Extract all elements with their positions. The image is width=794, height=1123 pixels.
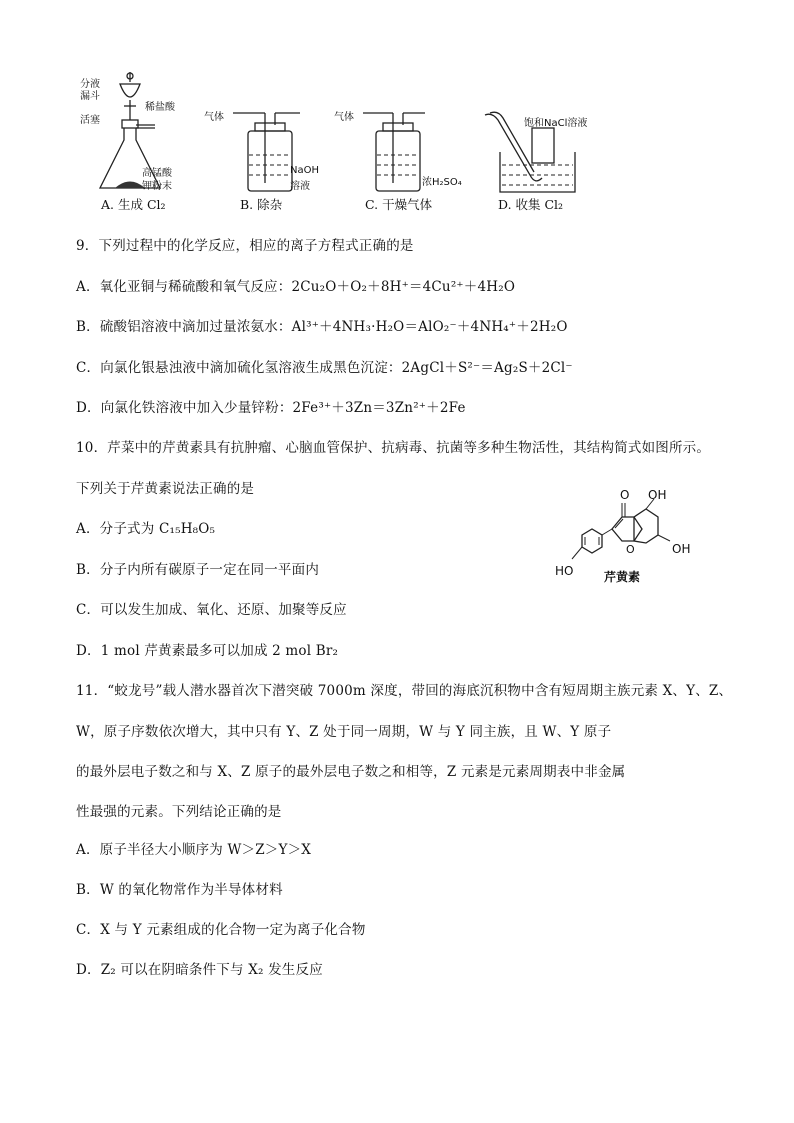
apigenin-oh-top: OH (648, 488, 667, 502)
apigenin-name: 芹黄素 (604, 570, 641, 584)
q11-line-2: W，原子序数依次增大，其中只有 Y、Z 处于同一周期，W 与 Y 同主族，且 W、Y 原子 (76, 724, 612, 740)
label-naoh-2: 溶液 (290, 181, 310, 192)
q10-option-c: C．可以发生加成、氧化、还原、加聚等反应 (76, 602, 347, 618)
caption-b: B. 除杂 (240, 197, 283, 212)
caption-d: D. 收集 Cl₂ (498, 197, 564, 212)
label-cock: 活塞 (80, 115, 100, 126)
apigenin-o-ring: O (626, 543, 635, 556)
caption-a: A. 生成 Cl₂ (101, 197, 166, 212)
label-nacl: 饱和NaCl溶液 (524, 118, 588, 129)
q11-option-a: A．原子半径大小顺序为 W＞Z＞Y＞X (76, 842, 312, 858)
q11-option-c: C．X 与 Y 元素组成的化合物一定为离子化合物 (76, 922, 366, 938)
apigenin-o-top: O (620, 488, 630, 502)
apigenin-skeleton (560, 495, 700, 575)
q10-option-a: A．分子式为 C₁₅H₈O₅ (76, 521, 216, 537)
caption-c: C. 干燥气体 (365, 197, 433, 212)
q10-option-b: B．分子内所有碳原子一定在同一平面内 (76, 562, 320, 578)
q10-stem-1: 10．芹菜中的芹黄素具有抗肿瘤、心脑血管保护、抗病毒、抗菌等多种生物活性，其结构简式如图所示。 (76, 440, 711, 456)
label-h2so4: 浓H₂SO₄ (422, 177, 462, 188)
q11-line-3: 的最外层电子数之和与 X、Z 原子的最外层电子数之和相等，Z 元素是元素周期表中非金属 (76, 764, 626, 780)
label-funnel-2: 漏斗 (80, 91, 100, 102)
label-funnel-1: 分液 (80, 79, 100, 90)
q10-option-d: D．1 mol 芹黄素最多可以加成 2 mol Br₂ (76, 643, 339, 659)
q11-option-d: D．Z₂ 可以在阴暗条件下与 X₂ 发生反应 (76, 962, 323, 978)
label-naoh-1: NaOH (290, 165, 319, 176)
q11-line-1: 11．“蛟龙号”载人潜水器首次下潜突破 7000m 深度，带回的海底沉积物中含有短周期主族元素 X、Y、Z、 (76, 683, 733, 699)
q11-line-4: 性最强的元素。下列结论正确的是 (76, 804, 282, 820)
label-gas-b: 气体 (204, 112, 224, 123)
label-reagent-2: 钾粉末 (142, 181, 172, 192)
label-acid: 稀盐酸 (145, 102, 175, 113)
q9-stem: 9．下列过程中的化学反应，相应的离子方程式正确的是 (76, 238, 414, 254)
q10-stem-2: 下列关于芹黄素说法正确的是 (76, 481, 255, 497)
q11-option-b: B．W 的氧化物常作为半导体材料 (76, 882, 283, 898)
q9-option-c: C．向氯化银悬浊液中滴加硫化氢溶液生成黑色沉淀：2AgCl＋S²⁻＝Ag₂S＋2Cl⁻ (76, 360, 573, 376)
label-reagent-1: 高锰酸 (142, 168, 172, 179)
label-gas-c: 气体 (334, 112, 354, 123)
q9-option-a: A．氧化亚铜与稀硫酸和氧气反应：2Cu₂O＋O₂＋8H⁺＝4Cu²⁺＋4H₂O (76, 279, 516, 295)
q9-option-d: D．向氯化铁溶液中加入少量锌粉：2Fe³⁺＋3Zn＝3Zn²⁺＋2Fe (76, 400, 466, 416)
apigenin-oh-right: OH (672, 542, 691, 556)
q9-option-b: B．硫酸铝溶液中滴加过量浓氨水：Al³⁺＋4NH₃·H₂O＝AlO₂⁻＋4NH₄⁺＋2H₂O (76, 319, 568, 335)
apigenin-ho-left: HO (555, 564, 574, 578)
